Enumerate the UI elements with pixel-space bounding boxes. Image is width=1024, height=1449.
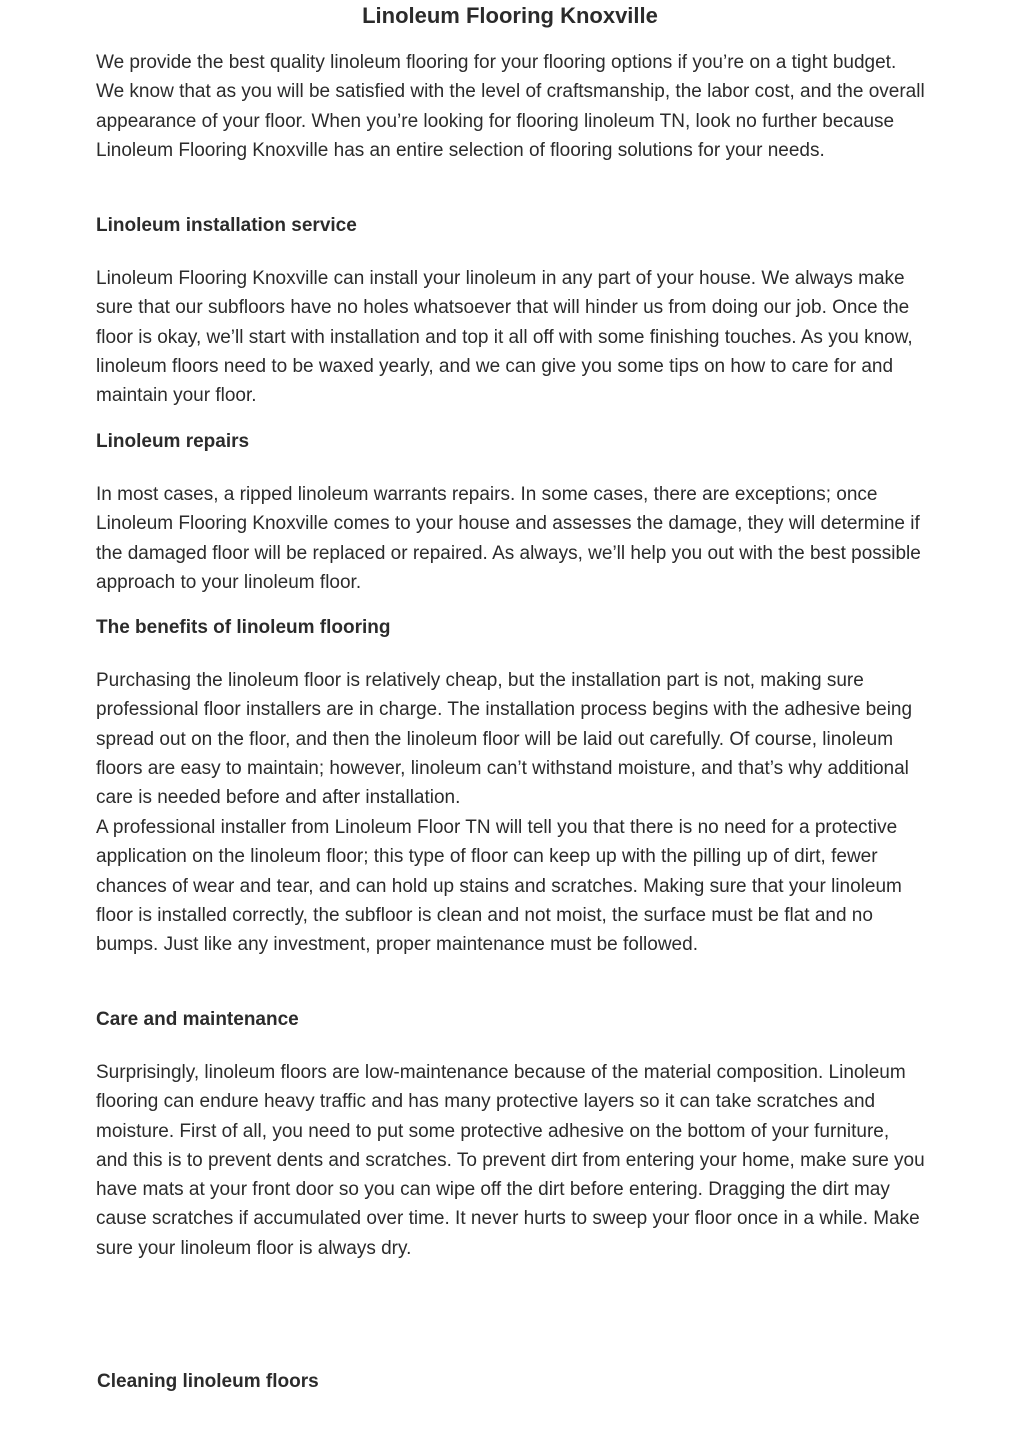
page-title: Linoleum Flooring Knoxville (362, 3, 658, 28)
section-heading-repairs: Linoleum repairs (96, 431, 250, 452)
section-heading-care: Care and maintenance (96, 1009, 299, 1030)
section-heading-benefits: The benefits of linoleum flooring (96, 617, 391, 638)
section-heading-cleaning: Cleaning linoleum floors (97, 1371, 319, 1392)
benefits-paragraph-2: A professional installer from Linoleum Floor TN will tell you that there is no need for a protective application on the linoleum floor; this type of floor can keep up with the pilling up of dirt, fewer chances of wear and tear, and can hold up stains and scratches. Making sure that your linoleum floor is installed correctly, the subfloor is clean and not moist, the surface must be flat and no bumps. Just like any investment, proper maintenance must be followed. (96, 817, 902, 956)
intro-paragraph: We provide the best quality linoleum flooring for your flooring options if you’re on a tight budget. We know that as you will be satisfied with the level of craftsmanship, the labor cost, and the overall appearance of your floor. When you’re looking for flooring linoleum TN, look no further because Linoleum Flooring Knoxville has an entire selection of flooring solutions for your needs. (96, 52, 925, 161)
care-paragraph: Surprisingly, linoleum floors are low-maintenance because of the material composition. Linoleum flooring can endure heavy traffic and has many protective layers so it can take scratches and moisture. First of all, you need to put some protective adhesive on the bottom of your furniture, and this is to prevent dents and scratches. To prevent dirt from entering your home, make sure you have mats at your front door so you can wipe off the dirt before entering. Dragging the dirt may cause scratches if accumulated over time. It never hurts to sweep your floor once in a while. Make sure your linoleum floor is always dry. (96, 1062, 925, 1259)
installation-paragraph: Linoleum Flooring Knoxville can install your linoleum in any part of your house. We always make sure that our subfloors have no holes whatsoever that will hinder us from doing our job. Once the floor is okay, we’ll start with installation and top it all off with some finishing touches. As you know, linoleum floors need to be waxed yearly, and we can give you some tips on how to care for and maintain your floor. (96, 268, 913, 407)
benefits-paragraph-1: Purchasing the linoleum floor is relatively cheap, but the installation part is not, making sure professional floor installers are in charge. The installation process begins with the adhesive being spread out on the floor, and then the linoleum floor will be laid out carefully. Of course, linoleum floors are easy to maintain; however, linoleum can’t withstand moisture, and that’s why additional care is needed before and after installation. (96, 670, 913, 809)
section-heading-installation: Linoleum installation service (96, 215, 357, 236)
repairs-paragraph: In most cases, a ripped linoleum warrants repairs. In some cases, there are exceptions; once Linoleum Flooring Knoxville comes to your house and assesses the damage, they will determine if the damaged floor will be replaced or repaired. As always, we’ll help you out with the best possible approach to your linoleum floor. (96, 484, 921, 593)
